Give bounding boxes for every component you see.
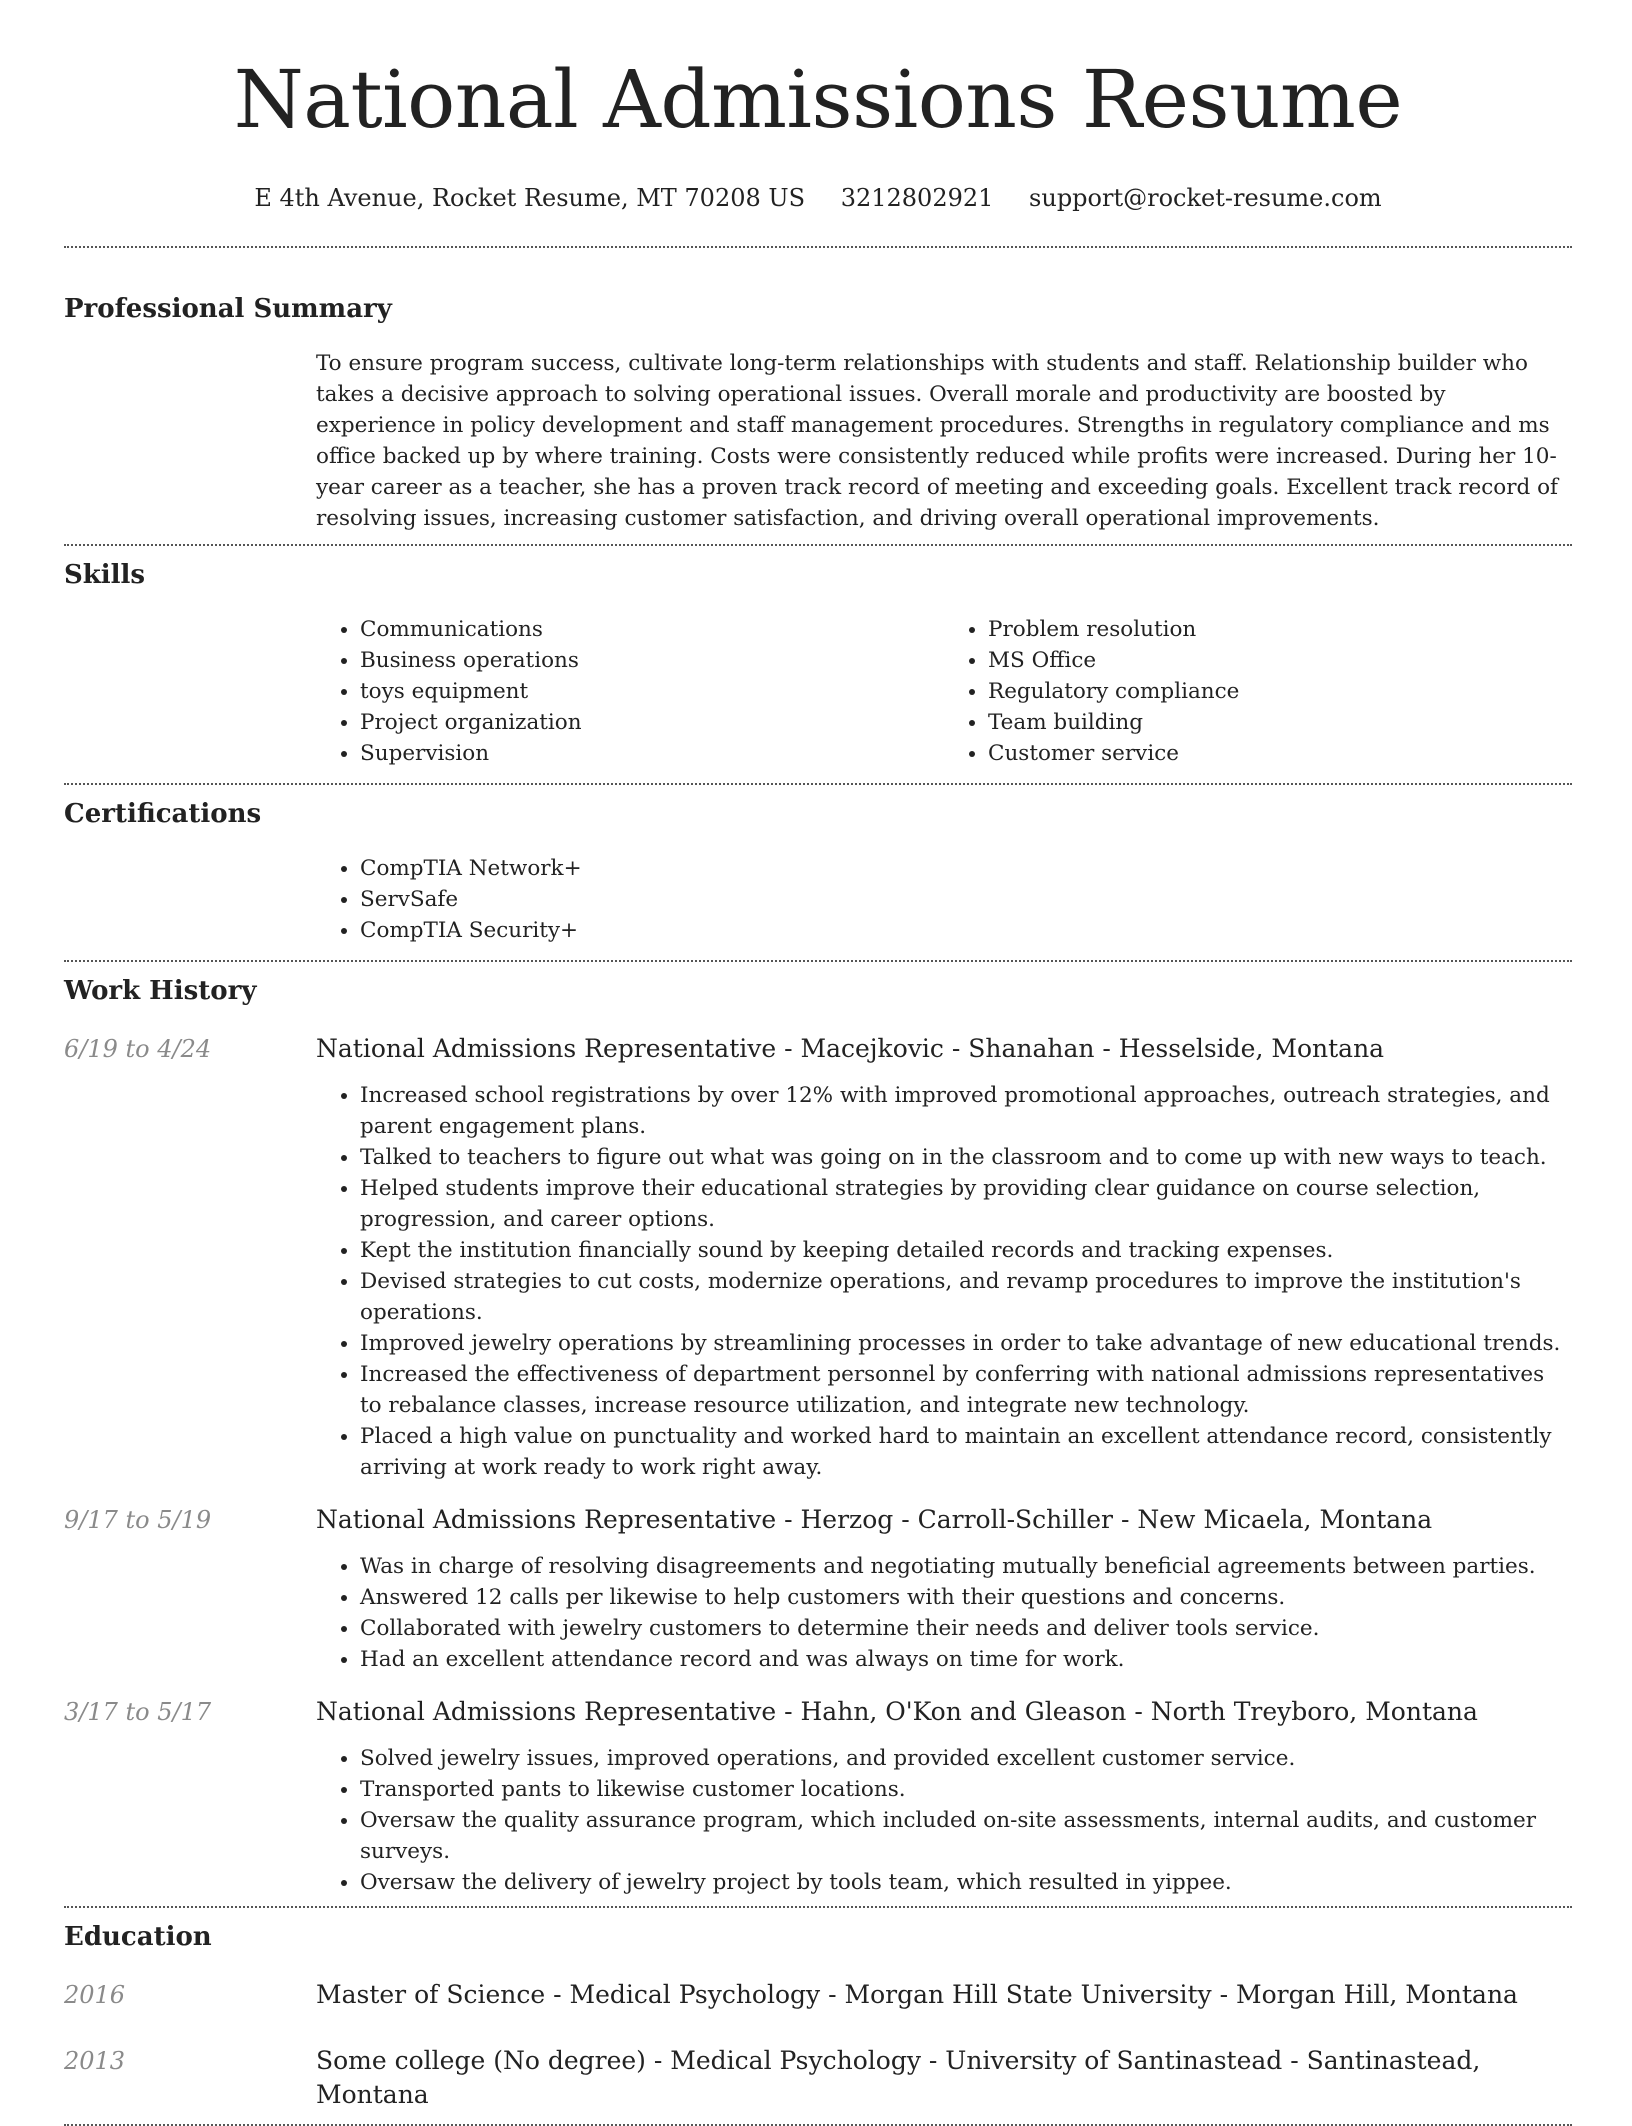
job-bullet: • Devised strategies to cut costs, modernize operations, and revamp procedures to improve the institution's operations. xyxy=(360,1266,1572,1328)
skills-column-right xyxy=(944,614,1572,769)
skills-title: Skills xyxy=(64,560,146,590)
job-bullet: • Increased school registrations by over 12% with improved promotional approaches, outreach strategies, and parent engagement plans. xyxy=(360,1080,1572,1142)
job-dates: 3/17 to 5/17 xyxy=(64,1698,212,1726)
skill-item: • Problem resolution xyxy=(988,614,1572,645)
skill-item: • Supervision xyxy=(360,738,944,769)
job-entry xyxy=(64,1503,1572,1675)
education-year: 2013 xyxy=(64,2047,126,2075)
divider xyxy=(64,544,1572,546)
job-bullets xyxy=(316,1551,1572,1675)
summary-title: Professional Summary xyxy=(64,294,392,324)
skill-item: • MS Office xyxy=(988,645,1572,676)
divider xyxy=(64,783,1572,785)
job-bullet: • Talked to teachers to figure out what was going on in the classroom and to come up with new ways to teach. xyxy=(360,1142,1572,1173)
resume-name: National Admissions Resume xyxy=(233,53,1403,146)
skill-item: • toys equipment xyxy=(360,676,944,707)
education-degree: Some college (No degree) - Medical Psychology - University of Santinastead - Santinastead, Montana xyxy=(316,2046,1481,2109)
skills-list xyxy=(316,614,1572,769)
certification-item: • ServSafe xyxy=(360,884,1572,915)
job-bullet: • Was in charge of resolving disagreements and negotiating mutually beneficial agreements between parties. xyxy=(360,1551,1572,1582)
certifications-list xyxy=(316,853,1572,946)
job-title: National Admissions Representative - Hahn, O'Kon and Gleason - North Treyboro, Montana xyxy=(316,1697,1478,1726)
contact-address: E 4th Avenue, Rocket Resume, MT 70208 US xyxy=(254,184,806,212)
job-bullets xyxy=(316,1743,1572,1898)
job-bullet: • Increased the effectiveness of department personnel by conferring with national admissions representatives to rebalance classes, increase resource utilization, and integrate new technology. xyxy=(360,1359,1572,1421)
job-dates: 9/17 to 5/19 xyxy=(64,1506,212,1534)
job-bullet: • Placed a high value on punctuality and worked hard to maintain an excellent attendance record, consistently arriving at work ready to work right away. xyxy=(360,1421,1572,1483)
job-bullet: • Kept the institution financially sound by keeping detailed records and tracking expenses. xyxy=(360,1235,1572,1266)
job-bullet: • Helped students improve their educational strategies by providing clear guidance on course selection, progression, and career options. xyxy=(360,1173,1572,1235)
skill-item: • Project organization xyxy=(360,707,944,738)
job-dates: 6/19 to 4/24 xyxy=(64,1035,212,1063)
job-bullets xyxy=(316,1080,1572,1483)
divider xyxy=(64,246,1572,248)
skill-item: • Customer service xyxy=(988,738,1572,769)
job-title: National Admissions Representative - Herzog - Carroll-Schiller - New Micaela, Montana xyxy=(316,1505,1433,1534)
skill-item: • Team building xyxy=(988,707,1572,738)
education-entry xyxy=(64,1978,1572,2012)
skill-item: • Regulatory compliance xyxy=(988,676,1572,707)
contact-phone: 3212802921 xyxy=(840,184,994,212)
certifications-title: Certifications xyxy=(64,799,262,829)
job-bullet: • Oversaw the quality assurance program, which included on-site assessments, internal audits, and customer surveys. xyxy=(360,1805,1572,1867)
divider xyxy=(64,1906,1572,1908)
summary-text: To ensure program success, cultivate long-term relationships with students and staff. Relationship builder who takes a decisive approach to solving operational issues. Overall morale and productivity are boosted by experience in policy development and staff management procedures. Strengths in regulatory compliance and ms office backed up by where training. Costs were consistently reduced while profits were increased. During her 10-year career as a teacher, she has a proven track record of meeting and exceeding goals. Excellent track record of resolving issues, increasing customer satisfaction, and driving overall operational improvements. xyxy=(316,351,1558,531)
job-bullet: • Transported pants to likewise customer locations. xyxy=(360,1774,1572,1805)
education-entry xyxy=(64,2044,1572,2112)
job-title: National Admissions Representative - Macejkovic - Shanahan - Hesselside, Montana xyxy=(316,1034,1385,1063)
job-bullet: • Oversaw the delivery of jewelry project by tools team, which resulted in yippee. xyxy=(360,1867,1572,1898)
education-degree: Master of Science - Medical Psychology - Morgan Hill State University - Morgan Hill, Montana xyxy=(316,1980,1518,2009)
work-history-title: Work History xyxy=(64,976,257,1006)
job-entry xyxy=(64,1032,1572,1483)
job-entry xyxy=(64,1695,1572,1898)
contact-line xyxy=(64,182,1572,214)
skill-item: • Business operations xyxy=(360,645,944,676)
skill-item: • Communications xyxy=(360,614,944,645)
job-bullet: • Collaborated with jewelry customers to determine their needs and deliver tools service. xyxy=(360,1613,1572,1644)
contact-email: support@rocket-resume.com xyxy=(1029,184,1382,212)
job-bullet: • Solved jewelry issues, improved operations, and provided excellent customer service. xyxy=(360,1743,1572,1774)
education-title: Education xyxy=(64,1922,212,1952)
job-bullet: • Improved jewelry operations by streamlining processes in order to take advantage of new educational trends. xyxy=(360,1328,1572,1359)
certification-item: • CompTIA Security+ xyxy=(360,915,1572,946)
certification-item: • CompTIA Network+ xyxy=(360,853,1572,884)
job-bullet: • Had an excellent attendance record and was always on time for work. xyxy=(360,1644,1572,1675)
job-bullet: • Answered 12 calls per likewise to help customers with their questions and concerns. xyxy=(360,1582,1572,1613)
skills-column-left xyxy=(316,614,944,769)
education-year: 2016 xyxy=(64,1981,126,2009)
divider xyxy=(64,960,1572,962)
